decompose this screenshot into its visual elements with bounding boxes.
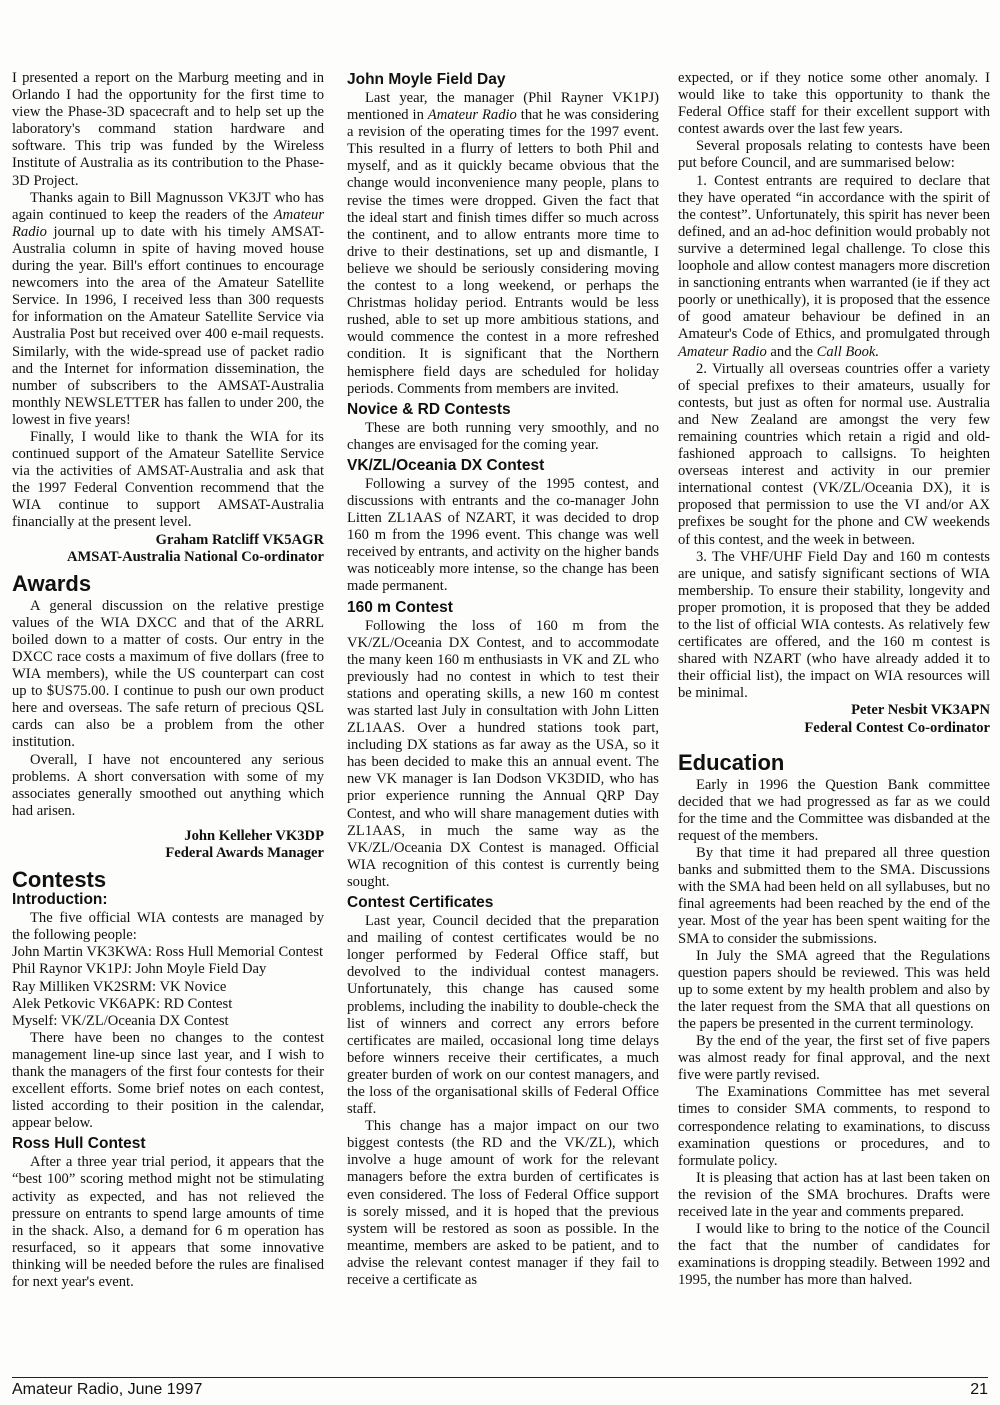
list-item: Ray Milliken VK2SRM: VK Novice [12,978,227,995]
italic-text: Amateur Radio [12,206,324,240]
paragraph: This change has a major impact on our two biggest contests (the RD and the VK/ZL), which involve a huge amount of work for the relevant managers before the extra burden of certificates is even considered. The loss of Federal Office support is sorely missed, and it is hoped that the previous system will be restored as soon as possible. In the meantime, members are asked to be patient, and to advise the relevant contest manager if they fail to receive a certificate as [347,1118,659,1288]
signature-name: John Kelleher VK3DP [184,827,324,844]
paragraph [347,90,659,398]
text-run: Thanks again to Bill Magnusson VK3JT who has again continued to keep the readers of the [12,189,324,223]
paragraph: In July the SMA agreed that the Regulations question papers should be reviewed. This was held up to some extent by my health problem and also by the later request from the SMA that all questions on the papers be presented in the current terminology. [678,947,990,1032]
paragraph: I presented a report on the Marburg meeting and in Orlando I had the opportunity for the first time to view the Phase-3D spacecraft and to help set up the laboratory's command station hardware and software. This trip was funded by the Wireless Institute of Australia as its contribution to the Phase-3D Project. [12,70,324,189]
list-item: John Martin VK3KWA: Ross Hull Memorial Contest [12,944,324,961]
signature-title: AMSAT-Australia National Co-ordinator [66,548,324,565]
paragraph [12,190,324,429]
subheading-introduction: Introduction: [12,891,108,909]
paragraph: Early in 1996 the Question Bank committee decided that we had progressed as far as we could for the time and the Committee was disbanded at the request of the members. [678,776,990,844]
subheading-160m: 160 m Contest [347,598,453,616]
signature-title: Federal Awards Manager [165,845,324,862]
paragraph: Finally, I would like to thank the WIA for its continued support of the Amateur Satellite Service via the activities of AMSAT-Australia and ask that the 1997 Federal Convention recommend that the WIA continue to support AMSAT-Australia financially at the present level. [12,428,324,531]
paragraph: It is pleasing that action has at last been taken on the revision of the SMA brochures. Drafts were received late in the year and comments prepared. [678,1169,990,1220]
paragraph: Last year, Council decided that the preparation and mailing of contest certificates would be no longer performed by Federal Office staff, but devolved to the individual contest managers. Unfortunately, this change has caused some problems, including the inability to double-check the list of winners and correct any errors before certificates are mailed, occasional long time delays before winners receive their certificates, a much greater burden of work on our contest managers, and the loss of the organisational skills of Federal Office staff. [347,913,659,1118]
paragraph: There have been no changes to the contest management line-up since last year, and I wish to thank the managers of the first four contests for their excellent efforts. Some brief notes on each contest, listed according to their position in the calendar, appear below. [12,1029,324,1132]
text-run: and the [766,343,817,360]
paragraph: expected, or if they notice some other anomaly. I would like to take this opportunity to thank the Federal Office staff for their excellent support with contest awards over the last few years. [678,70,990,138]
column-3 [678,70,990,1289]
italic-text: Amateur Radio [678,343,767,360]
paragraph: Following a survey of the 1995 contest, and discussions with entrants and the co-manager John Litten ZL1AAS of NZART, it was decided to drop 160 m from the 1996 event. This change was well received by entrants, and activity on the higher bands was noticeably more intense, so the change has been made permanent. [347,475,659,595]
paragraph: The Examinations Committee has met several times to consider SMA comments, to respond to correspondence relating to examinations, to discuss examination questions or procedures, and to formulate policy. [678,1084,990,1169]
paragraph [678,173,990,361]
section-heading-education: Education [678,749,785,775]
paragraph: By that time it had prepared all three question banks and submitted them to the SMA. Discussions with the SMA had been held on all syllabuses, but no final agreements had been reached by the end of the year. Most of the year has been spent waiting for the SMA to consider the submissions. [678,845,990,947]
footer-divider [12,1377,988,1378]
footer-publication: Amateur Radio, June 1997 [12,1381,203,1398]
list-item: Myself: VK/ZL/Oceania DX Contest [12,1012,229,1029]
signature-name: Graham Ratcliff VK5AGR [155,531,324,548]
paragraph: I would like to bring to the notice of the Council the fact that the number of candidates for examinations is dropping steadily. Between 1992 and 1995, the number has more than halved. [678,1221,990,1289]
paragraph: The five official WIA contests are managed by the following people: [12,910,324,944]
signature-name: Peter Nesbit VK3APN [851,702,990,719]
page-number: 21 [970,1381,988,1398]
paragraph: 3. The VHF/UHF Field Day and 160 m contests are unique, and satisfy significant sections of WIA membership. To ensure their stability, longevity and proper promotion, it is proposed that they be added to the list of official WIA contests. As relatively few certificates are offered, and the 160 m contest is shared with NZART (who have already added it to their official list), the impact on WIA resources will be minimal. [678,548,990,702]
text-run: journal up to date with his timely AMSAT-Australia column in spite of having moved house during the year. Bill's effort continues to encourage newcomers into the area of the Amateur Satellite Service. In 1996, I received less than 300 requests for information on the Amateur Satellite Service via Australia Post but received over 400 e-mail requests. Similarly, with the wide-spread use of packet radio and the Internet for information dissemination, the number of subscribers to the AMSAT-Australia monthly NEWSLETTER has fallen to under 200, the lowest in five years! [12,223,324,428]
italic-text: Amateur Radio [427,107,517,124]
list-item: Alek Petkovic VK6APK: RD Contest [12,995,233,1012]
italic-text: Call Book. [816,343,880,360]
subheading-john-moyle: John Moyle Field Day [347,71,506,88]
subheading-novice-rd: Novice & RD Contests [347,400,511,418]
signature-title: Federal Contest Co-ordinator [804,719,990,736]
paragraph: A general discussion on the relative prestige values of the WIA DXCC and that of the ARRL boiled down to a matter of costs. Our entry in the DXCC race costs a maximum of five dollars (free to WIA members), while the US counterpart can cost up to $US75.00. I continue to push our own product here and overseas. The safe return of precious QSL cards can also be a problem from the other institution. [12,597,324,751]
section-heading-awards: Awards [12,570,92,596]
paragraph: After a three year trial period, it appears that the “best 100” scoring method might not be stimulating activity as expected, and has not relieved the pressure on entrants to spend large amounts of time in the shack. Also, a demand for 6 m operation has resurfaced, so it appears that some innovative thinking will be needed before the rules are finalised for next year's event. [12,1154,324,1290]
subheading-vkzl-oceania: VK/ZL/Oceania DX Contest [347,456,545,474]
text-run: 1. Contest entrants are required to declare that they have operated “in accordance with the spirit of the contest”. Unfortunately, this spirit has never been defined, and an ad-hoc definition would probably not survive a determined legal challenge. To close this loophole and allow contest managers more discretion in sanctioning entrants when warranted (ie if they act poorly or unethically), it is proposed that the essence of good amateur behaviour be defined in an Amateur's Code of Ethics, and promulgated through [678,172,990,343]
section-heading-contests: Contests [12,867,107,893]
text-run: Last year, the manager (Phil Rayner VK1PJ) mentioned in [347,90,659,124]
list-item: Phil Raynor VK1PJ: John Moyle Field Day [12,961,267,978]
paragraph: Following the loss of 160 m from the VK/ZL/Oceania DX Contest, and to accommodate the many keen 160 m enthusiasts in VK and ZL who previously had no contest in which to test their stations and operating skills, a new 160 m contest was started last July in consultation with John Litten ZL1AAS. Over a hundred stations took part, including DX stations as far away as the USA, so it has been decided to make this an annual event. The new VK manager is Ian Dodson VK3DID, who has prior experience running the Annual QRP Day Contest, and who will share management duties with ZL1AAS, in much the same way as the VK/ZL/Oceania DX Contest is managed. Official WIA recognition of this contest is currently being sought. [347,617,659,890]
paragraph: By the end of the year, the first set of five papers was almost ready for final approval, and the next five were partly revised. [678,1033,990,1084]
subheading-contest-certificates: Contest Certificates [347,894,494,912]
paragraph: Overall, I have not encountered any serious problems. A short conversation with some of my associates generally smoothed out anything which had arisen. [12,751,324,819]
paragraph: Several proposals relating to contests have been put before Council, and are summarised below: [678,138,990,172]
column-2 [347,70,659,1289]
paragraph: These are both running very smoothly, and no changes are envisaged for the coming year. [347,419,659,453]
text-run: that he was considering a revision of the operating times for the 1997 event. This resulted in a flurry of letters to both Phil and myself, and as it quickly became obvious that the change would inconvenience many people, plans to revise the times were dropped. Given the fact that the ideal start and finish times differ so much across the continent, and to allow entrants more time to drive to their destinations, set up and dismantle, I believe we should be seriously considering moving the contest to a long weekend, or perhaps the Christmas holiday period. Entrants would be less rushed, able to set up more ambitious stations, and would commence the contest in a more refreshed condition. It is significant that the Northern hemisphere field days are scheduled for holiday periods. Comments from members are invited. [347,107,659,397]
subheading-ross-hull: Ross Hull Contest [12,1135,146,1153]
paragraph: 2. Virtually all overseas countries offer a variety of special prefixes to their amateurs, usually for contests, but just as often for normal use. Australia and New Zealand are amongst the very few remaining countries which retain a rigid and old-fashioned approach to callsigns. To heighten overseas interest and activity in our premier international contest (VK/ZL/Oceania DX), it is proposed that permission to use the VI and/or AX prefixes be sought for the phone and CW weekends of this contest, and the week in between. [678,360,990,548]
column-1 [12,70,324,1291]
